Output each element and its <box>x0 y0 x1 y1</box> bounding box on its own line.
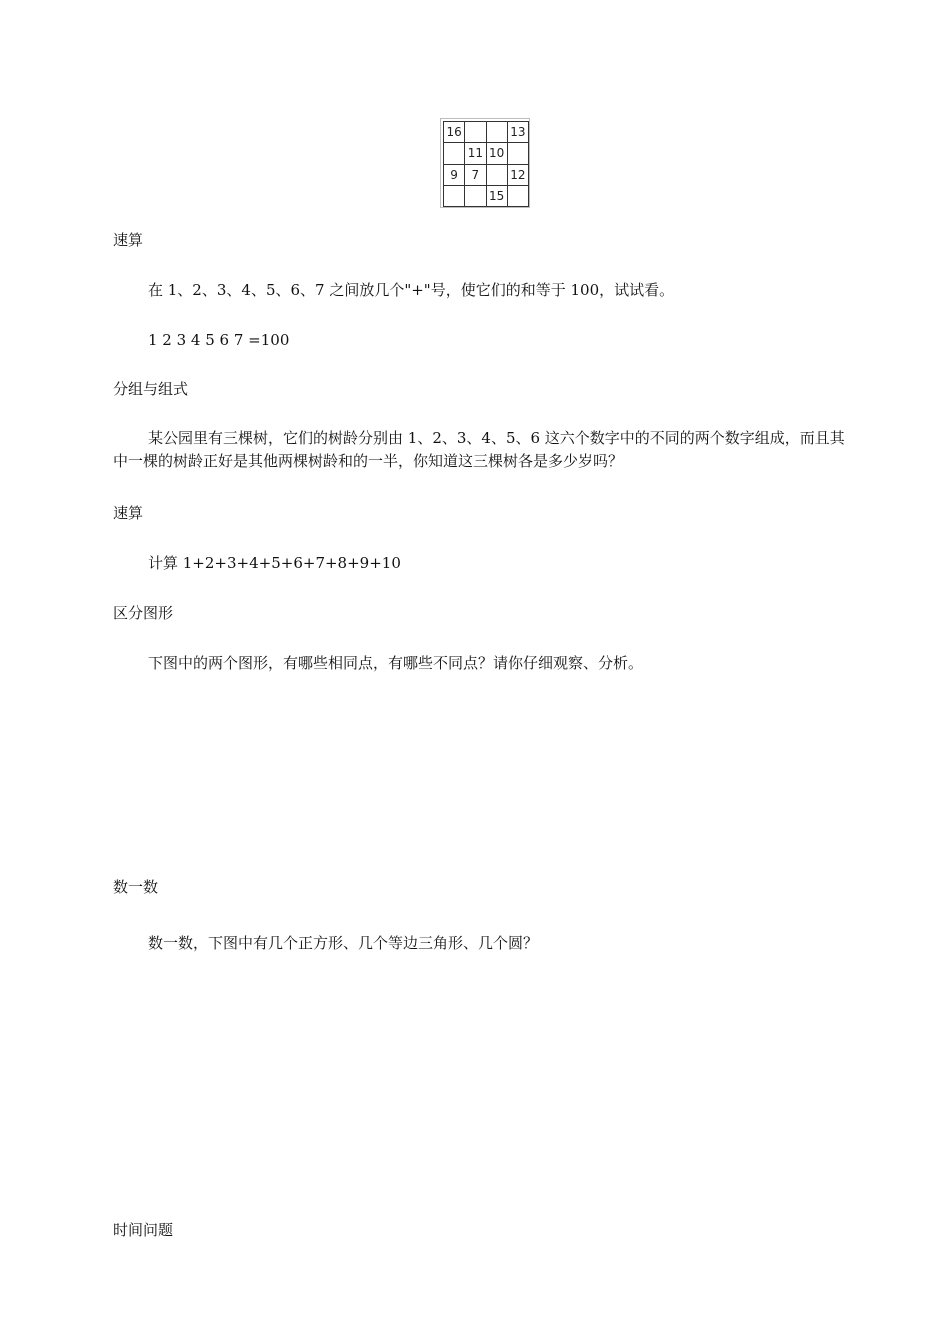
grid-cell <box>444 143 465 164</box>
grid-cell: 7 <box>465 164 486 185</box>
grid-cell: 15 <box>486 185 507 206</box>
paragraph-equation: 1 2 3 4 5 6 7 =100 <box>148 331 290 349</box>
grid-cell <box>444 185 465 206</box>
paragraph-tree-ages: 某公园里有三棵树，它们的树龄分别由 1、2、3、4、5、6 这六个数字中的不同的两个数字组成，而且其中一棵的树龄正好是其他两棵树龄和的一半，你知道这三棵树各是多少岁吗？ <box>113 429 845 470</box>
grid-cell: 10 <box>486 143 507 164</box>
section-heading-shapes: 区分图形 <box>113 604 174 622</box>
section-heading-counting: 数一数 <box>113 878 159 896</box>
grid-cell: 9 <box>444 164 465 185</box>
paragraph-sum: 计算 1+2+3+4+5+6+7+8+9+10 <box>148 554 401 572</box>
grid-row <box>444 164 529 185</box>
grid-cell: 16 <box>444 122 465 143</box>
paragraph-count-shapes: 数一数，下图中有几个正方形、几个等边三角形、几个圆？ <box>148 934 539 952</box>
grid-cell <box>486 122 507 143</box>
section-heading-grouping: 分组与组式 <box>113 380 189 398</box>
section-heading-time: 时间问题 <box>113 1221 174 1239</box>
section-heading-quick-calc-2: 速算 <box>113 504 144 522</box>
section-heading-quick-calc-1: 速算 <box>113 231 144 249</box>
grid-row <box>444 122 529 143</box>
grid-cell: 13 <box>507 122 528 143</box>
paragraph-plus-signs: 在 1、2、3、4、5、6、7 之间放几个"+"号，使它们的和等于 100，试试看。 <box>148 281 675 299</box>
grid-cell <box>486 164 507 185</box>
grid-cell <box>465 122 486 143</box>
paragraph-compare-shapes: 下图中的两个图形，有哪些相同点，有哪些不同点？请你仔细观察、分析。 <box>148 654 644 672</box>
grid-cell: 12 <box>507 164 528 185</box>
grid-cell: 11 <box>465 143 486 164</box>
grid-cell <box>507 143 528 164</box>
grid-cell <box>465 185 486 206</box>
grid-cell <box>507 185 528 206</box>
grid-row <box>444 143 529 164</box>
magic-square-grid <box>443 121 529 207</box>
magic-square-figure <box>440 118 530 208</box>
grid-row <box>444 185 529 206</box>
